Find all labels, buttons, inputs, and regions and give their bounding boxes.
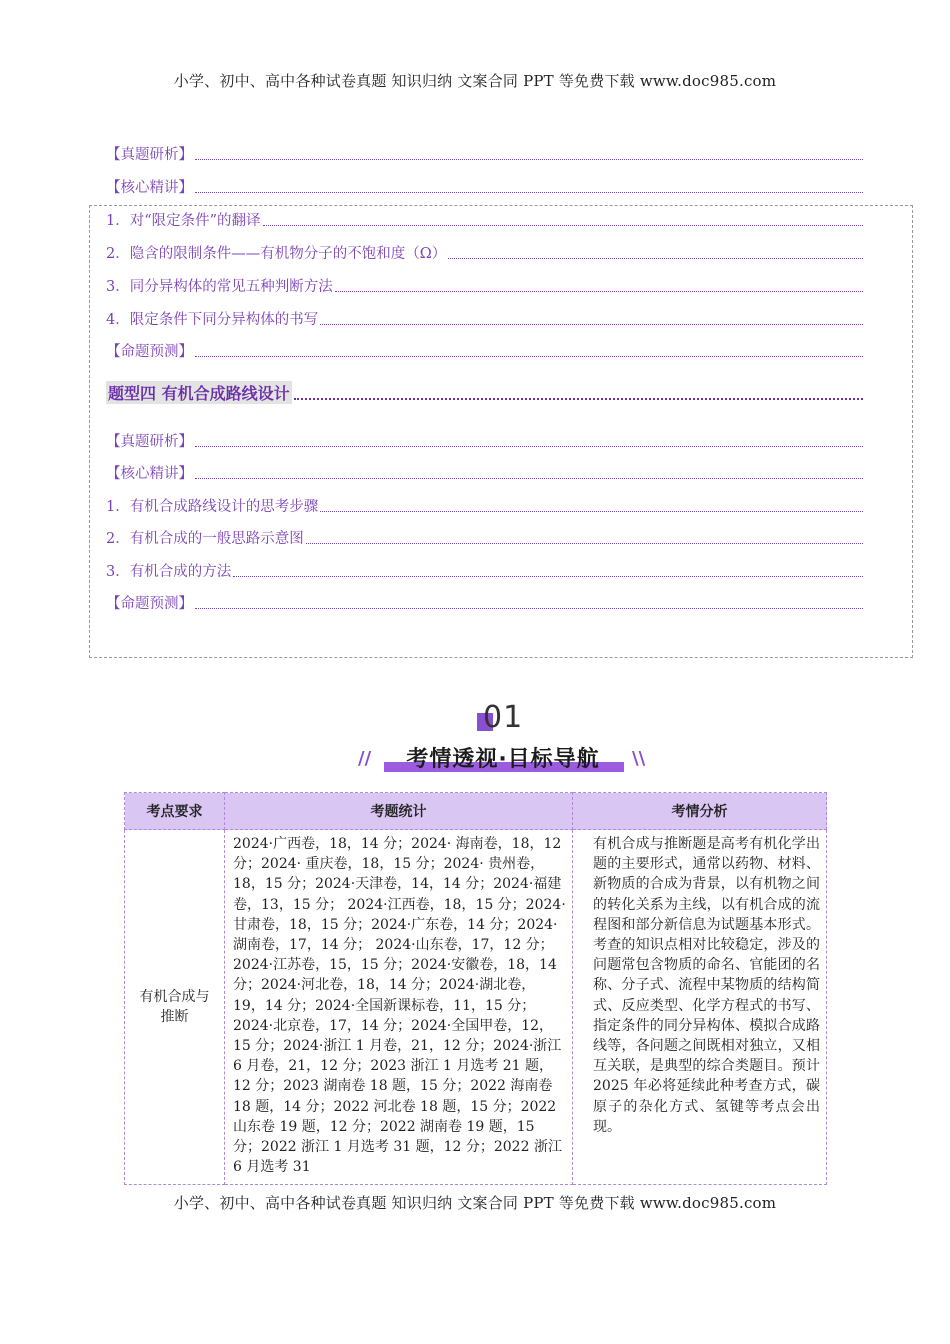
toc-item-label: 【真题研析】 bbox=[106, 147, 193, 163]
table-row bbox=[125, 830, 827, 1185]
slash-left-decoration: // bbox=[358, 748, 372, 769]
toc-item-label: 【命题预测】 bbox=[106, 596, 193, 612]
cell-analysis: 有机合成与推断题是高考有机化学出题的主要形式，通常以药物、材料、新物质的合成为背景，以有机物之间的转化关系为主线，以有机合成的流程图和部分新信息为试题基本形式。考查的知识点相对比较稳定，涉及的问题常包含物质的命名、官能团的名称、分子式、流程中某物质的结构简式、反应类型、化学方程式的书写、指定条件的同分异构体、模拟合成路线等，各问题之间既相对独立，又相互关联，是典型的综合类题目。预计 2025 年必将延续此种考查方式，碳原子的杂化方式、氢键等考点会出现。 bbox=[573, 830, 827, 1185]
slash-right-decoration: \\ bbox=[632, 748, 646, 769]
section-banner bbox=[378, 742, 628, 772]
table-header-row bbox=[125, 793, 827, 830]
toc-item[interactable] bbox=[106, 561, 863, 581]
toc-item[interactable] bbox=[106, 243, 863, 263]
toc-item-label: 1．有机合成路线设计的思考步骤 bbox=[106, 499, 319, 515]
page-header: 小学、初中、高中各种试卷真题 知识归纳 文案合同 PPT 等免费下载 www.doc985.com bbox=[173, 72, 777, 90]
section-title: 考情透视·目标导航 bbox=[406, 747, 600, 772]
toc-item[interactable] bbox=[106, 528, 863, 548]
toc-item[interactable] bbox=[106, 276, 863, 296]
toc-leader bbox=[448, 257, 863, 259]
toc-item-label: 2．隐含的限制条件——有机物分子的不饱和度（Ω） bbox=[106, 246, 447, 262]
header-requirement: 考点要求 bbox=[125, 793, 225, 830]
toc-item-label: 3．有机合成的方法 bbox=[106, 564, 232, 580]
toc-leader bbox=[320, 323, 863, 325]
cell-requirement: 有机合成与推断 bbox=[125, 830, 225, 1185]
toc-item-label: 【核心精讲】 bbox=[106, 466, 193, 482]
toc-item-label: 【核心精讲】 bbox=[106, 180, 193, 196]
toc-leader bbox=[306, 542, 863, 544]
toc-item[interactable] bbox=[106, 593, 863, 613]
toc-item[interactable] bbox=[106, 463, 863, 483]
toc-leader bbox=[195, 607, 863, 609]
toc-item[interactable] bbox=[106, 177, 863, 197]
header-analysis: 考情分析 bbox=[573, 793, 827, 830]
toc-item[interactable] bbox=[106, 210, 863, 230]
page-footer: 小学、初中、高中各种试卷真题 知识归纳 文案合同 PPT 等免费下载 www.doc985.com bbox=[173, 1194, 777, 1212]
toc-item-label: 3．同分异构体的常见五种判断方法 bbox=[106, 279, 333, 295]
toc-leader bbox=[335, 290, 863, 292]
toc-item-label: 【真题研析】 bbox=[106, 434, 193, 450]
toc-item[interactable] bbox=[106, 144, 863, 164]
toc-item-label: 2．有机合成的一般思路示意图 bbox=[106, 531, 304, 547]
toc-heading-label: 题型四 有机合成路线设计 bbox=[106, 381, 292, 404]
toc-leader bbox=[263, 224, 863, 226]
toc-leader bbox=[195, 158, 863, 160]
toc-leader bbox=[294, 397, 863, 400]
toc-leader bbox=[233, 575, 863, 577]
toc-item-label: 4．限定条件下同分异构体的书写 bbox=[106, 312, 319, 328]
toc-item-label: 【命题预测】 bbox=[106, 344, 193, 360]
toc-item[interactable] bbox=[106, 341, 863, 361]
header-statistics: 考题统计 bbox=[225, 793, 573, 830]
statistics-text: 2024·广西卷，18，14 分；2024· 海南卷，18，12 分；2024· 重庆卷，18，15 分；2024· 贵州卷，18，15 分；2024·天津卷，14，14 分；2024·福建卷，13，15 分； 2024·江西卷，18，15 分；2024·甘肃卷，18，15 分；2024·广东卷，14 分；2024·湖南卷，17，14 分； 2024·山东卷，17，12 分；2024·江苏卷，15，15 分；2024·安徽卷，18，14 分；2024·河北卷，18，14 分；2024·湖北卷，19，14 分；2024·全国新课标卷，11，15 分；2024·北京卷，17，14 分；2024·全国甲卷，12，15 分；2024·浙江 1 月卷，21，12 分；2024·浙江 6 月卷，21，12 分；2023 浙江 1 月选考 21 题，12 分；2023 湖南卷 18 题，15 分；2022 海南卷 18 题，14 分；2022 河北卷 18 题，15 分；2022 山东卷 19 题，12 分；2022 湖南卷 19 题，15 分；2022 浙江 1 月选考 31 题，12 分；2022 浙江 6 月选考 31 bbox=[233, 836, 566, 1176]
toc-leader bbox=[195, 477, 863, 479]
toc-leader bbox=[195, 355, 863, 357]
toc-item[interactable] bbox=[106, 431, 863, 451]
toc-item[interactable] bbox=[106, 309, 863, 329]
toc-leader bbox=[195, 191, 863, 193]
exam-analysis-table bbox=[124, 792, 827, 1185]
toc-item[interactable] bbox=[106, 496, 863, 516]
toc-item-label: 1．对“限定条件”的翻译 bbox=[106, 213, 261, 229]
toc-leader bbox=[195, 445, 863, 447]
toc-heading[interactable] bbox=[106, 384, 863, 404]
cell-statistics bbox=[225, 830, 573, 1185]
section-number: 01 bbox=[483, 700, 524, 735]
toc-leader bbox=[320, 510, 863, 512]
